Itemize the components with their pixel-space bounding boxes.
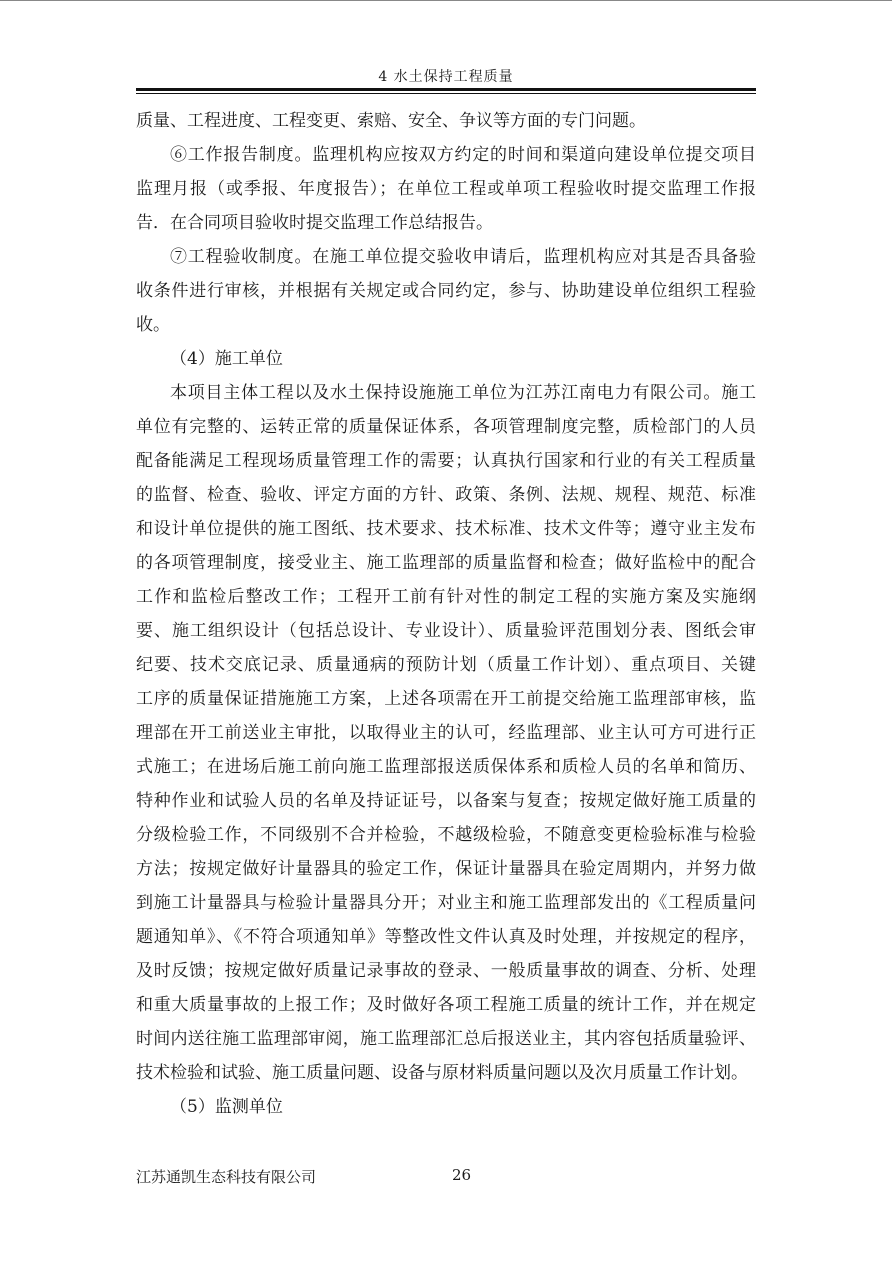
paragraph-line: 到施工计量器具与检验计量器具分开；对业主和施工监理部发出的《工程质量问 bbox=[136, 893, 756, 913]
paragraph-line: 本项目主体工程以及水土保持设施施工单位为江苏江南电力有限公司。施工 bbox=[170, 383, 756, 403]
paragraph-line: 监理月报（或季报、年度报告）；在单位工程或单项工程验收时提交监理工作报 bbox=[136, 179, 756, 199]
paragraph-line: 工序的质量保证措施施工方案，上述各项需在开工前提交给施工监理部审核，监 bbox=[136, 689, 756, 709]
paragraph-line: 时间内送往施工监理部审阅，施工监理部汇总后报送业主，其内容包括质量验评、 bbox=[136, 1029, 756, 1049]
section-heading: （5）监测单位 bbox=[170, 1097, 283, 1117]
paragraph-line: 收条件进行审核，并根据有关规定或合同约定，参与、协助建设单位组织工程验 bbox=[136, 281, 756, 301]
header-rule-thick bbox=[136, 88, 756, 91]
paragraph-line: 告．在合同项目验收时提交监理工作总结报告。 bbox=[136, 213, 493, 233]
paragraph-line: 理部在开工前送业主审批，以取得业主的认可，经监理部、业主认可方可进行正 bbox=[136, 723, 756, 743]
paragraph-line: 配备能满足工程现场质量管理工作的需要；认真执行国家和行业的有关工程质量 bbox=[136, 451, 756, 471]
paragraph-line: 方法；按规定做好计量器具的验定工作，保证计量器具在验定周期内，并努力做 bbox=[136, 859, 756, 879]
paragraph-line: 质量、工程进度、工程变更、索赔、安全、争议等方面的专门问题。 bbox=[136, 111, 646, 131]
page-footer bbox=[136, 1166, 756, 1188]
paragraph-line: 的监督、检查、验收、评定方面的方针、政策、条例、法规、规程、规范、标准 bbox=[136, 485, 756, 505]
paragraph-line: 特种作业和试验人员的名单及持证证号，以备案与复查；按规定做好施工质量的 bbox=[136, 791, 756, 811]
paragraph-line: ⑥工作报告制度。监理机构应按双方约定的时间和渠道向建设单位提交项目 bbox=[170, 145, 756, 165]
paragraph-line: 分级检验工作，不同级别不合并检验，不越级检验，不随意变更检验标准与检验 bbox=[136, 825, 756, 845]
paragraph-line: 工作和监检后整改工作；工程开工前有针对性的制定工程的实施方案及实施纲 bbox=[136, 587, 756, 607]
paragraph-line: 和设计单位提供的施工图纸、技术要求、技术标准、技术文件等；遵守业主发布 bbox=[136, 519, 756, 539]
paragraph-line: 收。 bbox=[136, 315, 170, 335]
paragraph-line: 纪要、技术交底记录、质量通病的预防计划（质量工作计划）、重点项目、关键 bbox=[136, 655, 756, 675]
paragraph-line: ⑦工程验收制度。在施工单位提交验收申请后，监理机构应对其是否具备验 bbox=[170, 247, 756, 267]
paragraph-line: 技术检验和试验、施工质量问题、设备与原材料质量问题以及次月质量工作计划。 bbox=[136, 1063, 748, 1083]
paragraph-line: 和重大质量事故的上报工作；及时做好各项工程施工质量的统计工作，并在规定 bbox=[136, 995, 756, 1015]
page-number: 26 bbox=[452, 1166, 472, 1184]
paragraph-line: 要、施工组织设计（包括总设计、专业设计）、质量验评范围划分表、图纸会审 bbox=[136, 621, 756, 641]
footer-company-name: 江苏通凯生态科技有限公司 bbox=[136, 1168, 317, 1186]
section-heading: （4）施工单位 bbox=[170, 349, 283, 369]
page-top-border bbox=[0, 0, 892, 1]
header-rule-thin bbox=[136, 93, 756, 94]
paragraph-line: 题通知单》、《不符合项通知单》等整改性文件认真及时处理，并按规定的程序， bbox=[136, 927, 756, 947]
paragraph-line: 的各项管理制度，接受业主、施工监理部的质量监督和检查；做好监检中的配合 bbox=[136, 553, 756, 573]
paragraph-line: 单位有完整的、运转正常的质量保证体系，各项管理制度完整，质检部门的人员 bbox=[136, 417, 756, 437]
paragraph-line: 及时反馈；按规定做好质量记录事故的登录、一般质量事故的调查、分析、处理 bbox=[136, 961, 756, 981]
paragraph-line: 式施工；在进场后施工前向施工监理部报送质保体系和质检人员的名单和简历、 bbox=[136, 757, 756, 777]
body-text bbox=[136, 104, 756, 1124]
running-header-title: 4 水土保持工程质量 bbox=[378, 69, 514, 85]
